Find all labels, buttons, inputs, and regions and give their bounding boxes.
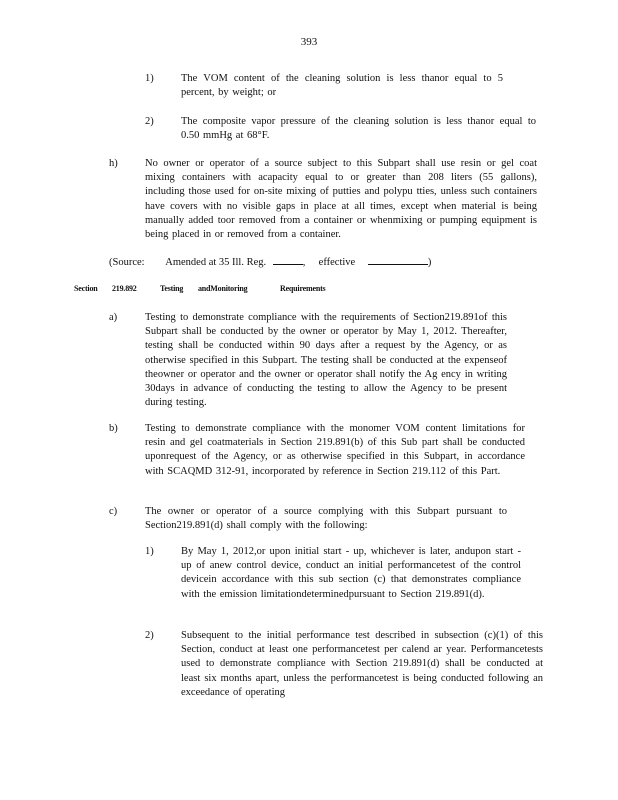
subsection-label-a: a) <box>109 312 118 323</box>
section-title-testing: Testing <box>160 284 184 293</box>
item-label-1: 1) <box>145 73 154 84</box>
section-word: Section <box>74 284 98 293</box>
source-note <box>109 255 431 270</box>
source-effective: effective <box>318 257 356 268</box>
page-number: 393 <box>300 36 318 48</box>
item-text-h: No owner or operator of a source subject to this Subpart shall use resin or gel coat mixing containers with acapacity equal to or greater than 208 liters (55 gallons), including those used for on-site mixing of putties and polypu tties, unless such containers have covers with no visible gaps in place at all times, except when material is being manually added toor removed from a container or whenmixing or pumping equipment is being placed in or removed from a container. <box>145 158 537 241</box>
subsection-label-c: c) <box>109 506 118 517</box>
sub-item-label-2: 2) <box>145 630 154 641</box>
source-suffix: ) <box>427 257 432 268</box>
section-title-monitoring: andMonitoring <box>198 284 248 293</box>
source-prefix: (Source: <box>109 257 145 268</box>
source-comma: , <box>302 257 306 268</box>
section-heading <box>74 284 554 296</box>
subsection-text-c: The owner or operator of a source complying with this Subpart pursuant to Section219.891(d) shall comply with the following: <box>145 506 507 532</box>
sub-item-text-2: Subsequent to the initial performance test described in subsection (c)(1) of this Section, conduct at least one performancetest per calend ar year. Performancetests used to demonstrate compliance with Section 219.891(d) shall be conducted at least six months apart, unless the performancetest is being conducted following an exceedance of operating <box>181 630 543 698</box>
source-blank-effective <box>368 255 428 265</box>
source-amended: Amended at 35 Ill. Reg. <box>165 257 267 268</box>
sub-item-text-1: By May 1, 2012,or upon initial start - up, whichever is later, andupon start -up of anew control device, conduct an initial performancetest of the control devicein accordance with this sub section (c) that demonstrates compliance with the emission limitationdeterminedpursuant to Section 219.891(d). <box>181 546 521 600</box>
item-label-2: 2) <box>145 116 154 127</box>
source-blank-reg <box>273 255 303 265</box>
section-title-requirements: Requirements <box>280 284 326 293</box>
section-number: 219.892 <box>112 284 137 293</box>
sub-item-label-1: 1) <box>145 546 154 557</box>
subsection-text-b: Testing to demonstrate compliance with the monomer VOM content limitations for resin and gel coatmaterials in Section 219.891(b) of this Sub part shall be conducted uponrequest of the Agency, or as otherwise specified in this Subpart, in accordance with SCAQMD 312-91, incorporated by reference in Section 219.112 of this Part. <box>145 423 525 477</box>
item-text-1: The VOM content of the cleaning solution is less thanor equal to 5 percent, by weight; or <box>181 73 503 99</box>
item-text-2: The composite vapor pressure of the cleaning solution is less thanor equal to 0.50 mmHg at 68°F. <box>181 116 536 142</box>
subsection-text-a: Testing to demonstrate compliance with the requirements of Section219.891of this Subpart shall be conducted by the owner or operator by May 1, 2012. Thereafter, testing shall be conducted within 90 days after a request by the Agency, or as otherwise specified in this Subpart. The testing shall be conducted at the expenseof theowner or operator and the owner or operator shall notify the Ag ency in writing 30days in advance of conducting the testing to allow the Agency to be present during testing. <box>145 312 507 409</box>
subsection-label-b: b) <box>109 423 118 434</box>
item-label-h: h) <box>109 158 118 169</box>
